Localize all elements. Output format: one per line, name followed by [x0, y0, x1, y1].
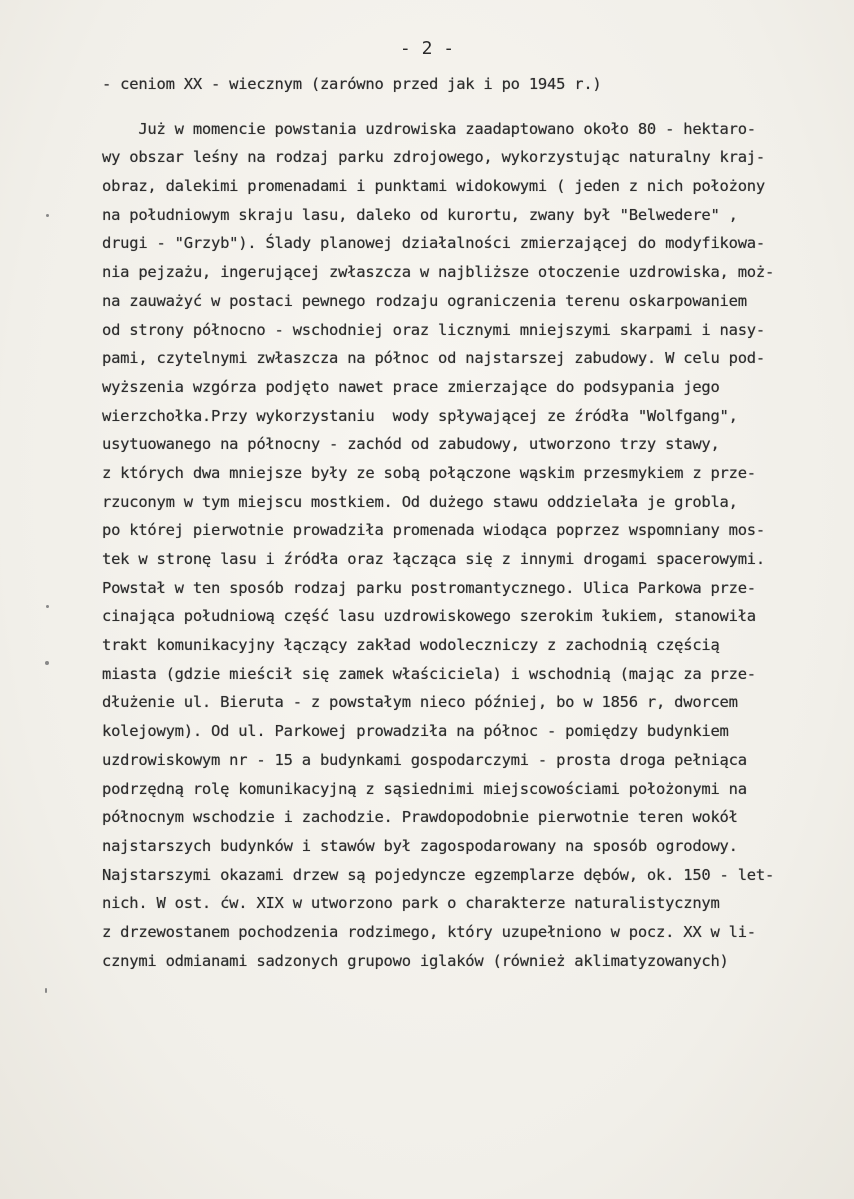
text-line: podrzędną rolę komunikacyjną z sąsiednimi miejscowościami położonymi na — [102, 779, 756, 798]
text-line: wy obszar leśny na rodzaj parku zdrojowego, wykorzystując naturalny kraj- — [102, 148, 765, 167]
text-line: obraz, dalekimi promenadami i punktami widokowymi ( jeden z nich położony — [102, 177, 765, 196]
text-line: trakt komunikacyjny łączący zakład wodoleczniczy z zachodnią częścią — [102, 636, 720, 655]
text-line: cinająca południową część lasu uzdrowiskowego szerokim łukiem, stanowiła — [102, 607, 756, 626]
text-line: rzuconym w tym miejscu mostkiem. Od dużego stawu oddzielała je grobla, — [102, 492, 738, 511]
text-line: cznymi odmianami sadzonych grupowo iglaków (również aklimatyzowanych) — [102, 951, 729, 970]
text-line: Już w momencie powstania uzdrowiska zaadaptowano około 80 - hektaro- — [102, 119, 756, 138]
margin-speck — [45, 661, 49, 665]
text-line: uzdrowiskowym nr - 15 a budynkami gospodarczymi - prosta droga pełniąca — [102, 750, 747, 769]
text-line: tek w stronę lasu i źródła oraz łącząca się z innymi drogami spacerowymi. — [102, 550, 765, 568]
text-line: usytuowanego na północny - zachód od zabudowy, utworzono trzy stawy, — [102, 435, 720, 454]
margin-speck — [46, 214, 49, 217]
text-line: nich. W ost. ćw. XIX w utworzono park o charakterze naturalistycznym — [102, 894, 720, 913]
text-line: na zauważyć w postaci pewnego rodzaju ograniczenia terenu oskarpowaniem — [102, 291, 747, 310]
text-line: z drzewostanem pochodzenia rodzimego, który uzupełniono w pocz. XX w li- — [102, 922, 756, 941]
text-line: Powstał w ten sposób rodzaj parku postromantycznego. Ulica Parkowa prze- — [102, 578, 756, 597]
text-line: - ceniom XX - wiecznym (zarówno przed jak i po 1945 r.) — [102, 75, 602, 93]
text-line: Najstarszymi okazami drzew są pojedyncze egzemplarze dębów, ok. 150 - let- — [102, 865, 775, 884]
text-line: od strony północno - wschodniej oraz licznymi mniejszymi skarpami i nasy- — [102, 320, 765, 339]
text-line: pami, czytelnymi zwłaszcza na północ od najstarszej zabudowy. W celu pod- — [102, 349, 765, 368]
text-line: drugi - "Grzyb"). Ślady planowej działalności zmierzającej do modyfikowa- — [102, 234, 765, 253]
text-line: z których dwa mniejsze były ze sobą połączone wąskim przesmykiem z prze- — [102, 463, 756, 482]
text-line: wierzchołka.Przy wykorzystaniu wody spływającej ze źródła "Wolfgang", — [102, 406, 738, 425]
text-line: na południowym skraju lasu, daleko od kurortu, zwany był "Belwedere" , — [102, 205, 738, 224]
text-line: wyższenia wzgórza podjęto nawet prace zmierzające do podsypania jego — [102, 377, 720, 396]
text-line: miasta (gdzie mieścił się zamek właściciela) i wschodnią (mając za prze- — [102, 664, 756, 683]
body-text — [102, 70, 842, 975]
text-line: dłużenie ul. Bieruta - z powstałym nieco później, bo w 1856 r, dworcem — [102, 693, 738, 712]
text-line: najstarszych budynków i stawów był zagospodarowany na sposób ogrodowy. — [102, 836, 738, 855]
text-line: nia pejzażu, ingerującej zwłaszcza w najbliższe otoczenie uzdrowiska, moż- — [102, 263, 775, 282]
text-line: północnym wschodzie i zachodzie. Prawdopodobnie pierwotnie teren wokół — [102, 808, 738, 827]
text-line: kolejowym). Od ul. Parkowej prowadziła na północ - pomiędzy budynkiem — [102, 722, 729, 741]
margin-speck — [46, 605, 49, 608]
page-number: - 2 - — [399, 38, 455, 59]
text-line: po której pierwotnie prowadziła promenada wiodąca poprzez wspomniany mos- — [102, 521, 765, 540]
margin-speck — [45, 988, 47, 993]
